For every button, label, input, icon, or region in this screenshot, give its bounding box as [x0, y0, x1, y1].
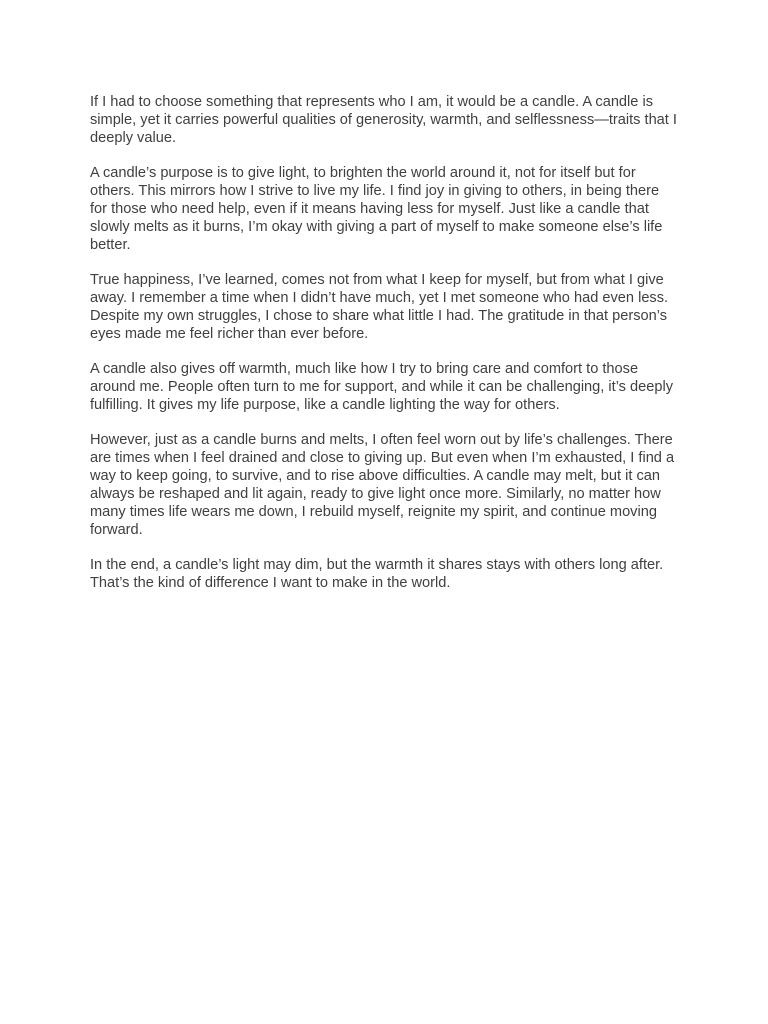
paragraph-1: If I had to choose something that represents who I am, it would be a candle. A candle is simple, yet it carries powerful qualities of generosity, warmth, and selflessness—traits that I deeply value. [90, 94, 677, 146]
paragraph-4: A candle also gives off warmth, much like how I try to bring care and comfort to those around me. People often turn to me for support, and while it can be challenging, it’s deeply fulfilling. It gives my life purpose, like a candle lighting the way for others. [90, 361, 674, 413]
paragraph-2: A candle’s purpose is to give light, to brighten the world around it, not for itself but for others. This mirrors how I strive to live my life. I find joy in giving to others, in being there for those who need help, even if it means having less for myself. Just like a candle that slowly melts as it burns, I’m okay with giving a part of myself to make someone else’s life better. [90, 165, 663, 253]
paragraph-3: True happiness, I’ve learned, comes not from what I keep for myself, but from what I give away. I remember a time when I didn’t have much, yet I met someone who had even less. Despite my own struggles, I chose to share what little I had. The gratitude in that person’s eyes made me feel richer than ever before. [90, 272, 669, 342]
document-body [90, 93, 680, 609]
paragraph-5: However, just as a candle burns and melts, I often feel worn out by life’s challenges. There are times when I feel drained and close to giving up. But even when I’m exhausted, I find a way to keep going, to survive, and to rise above difficulties. A candle may melt, but it can always be reshaped and lit again, ready to give light once more. Similarly, no matter how many times life wears me down, I rebuild myself, reignite my spirit, and continue moving forward. [90, 432, 675, 538]
paragraph-6: In the end, a candle’s light may dim, but the warmth it shares stays with others long after. That’s the kind of difference I want to make in the world. [90, 557, 664, 591]
